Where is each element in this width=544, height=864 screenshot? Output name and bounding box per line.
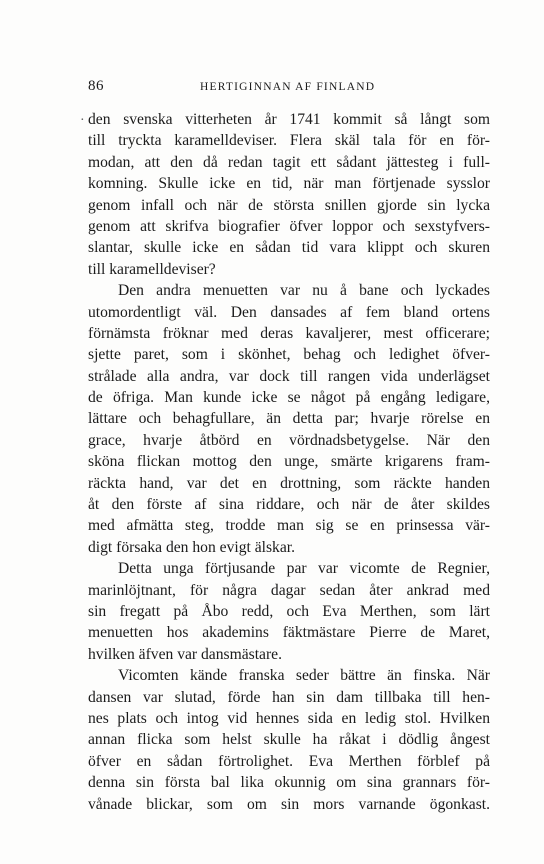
text-line: åt den förste af sina riddare, och när de åter skildes [88, 496, 490, 514]
text-line: den svenska vitterheten år 1741 kommit så långt som [88, 111, 490, 128]
text-line: denna sin första bal lika okunnig om sina grannars för- [88, 774, 490, 792]
text-line: genom att skrifva biografier öfver loppor och sexstyfvers- [88, 217, 490, 235]
text-line: sköna flickan mottog den unge, smärte krigarens fram- [88, 453, 490, 471]
text-line: Den andra menuetten var nu å bane och lyckades [118, 282, 490, 300]
text-line: digt försaka den hon evigt älskar. [88, 538, 295, 556]
text-line: vånade blickar, som om sin mors varnande ögonkast. [88, 795, 490, 813]
text-line: lättare och behagfullare, än detta par; hvarje rörelse en [88, 410, 490, 428]
text-line: de öfriga. Man kunde icke se något på engång ledigare, [88, 389, 490, 407]
text-line: slantar, skulle icke en sådan tid vara klippt och skuren [88, 239, 490, 257]
text-line: dansen var slutad, förde han sin dam tillbaka till hen- [88, 688, 490, 706]
text-line: marinlöjtnant, för några dagar sedan åter ankrad med [88, 581, 490, 599]
text-line: hvilken äfven var dansmästare. [88, 645, 282, 663]
text-line: öfver en sådan förtrolighet. Eva Merthen förblef på [88, 752, 490, 770]
text-line: Vicomten kände franska seder bättre än finska. När [118, 667, 490, 685]
text-line: utomordentligt väl. Den dansades af fem bland ortens [88, 303, 490, 321]
text-line: grace, hvarje åtbörd en vördnadsbetygelse. När den [88, 431, 490, 449]
margin-dot: · [80, 113, 85, 128]
text-line: komning. Skulle icke en tid, när man förtjenade sysslor [88, 175, 490, 193]
text-line: med afmätta steg, trodde man sig se en prinsessa vär- [88, 517, 490, 535]
page-header [88, 78, 490, 98]
text-line: annan flicka som helst skulle ha råkat i dödlig ångest [88, 731, 490, 749]
text-line: nes plats och intog vid hennes sida en ledig stol. Hvilken [88, 709, 490, 727]
text-line: sjette paret, som i skönhet, behag och ledighet öfver- [88, 346, 490, 364]
text-line: räckta hand, var det en drottning, som räckte handen [88, 474, 490, 492]
running-title: HERTIGINNAN AF FINLAND [200, 81, 376, 93]
body-text [88, 109, 490, 815]
text-line: till karamelldeviser? [88, 260, 216, 278]
text-line: förnämsta fröknar med deras kavaljerer, mest officerare; [88, 324, 490, 342]
text-line: menuetten hos akademins fäktmästare Pierre de Maret, [88, 624, 490, 642]
page-number: 86 [88, 78, 104, 94]
text-line: sin fregatt på Åbo redd, och Eva Merthen, som lärt [88, 602, 490, 620]
text-line: modan, att den då redan tagit ett sådant jättesteg i full- [88, 153, 490, 171]
text-line: strålade alla andra, var dock till rangen vida underlägset [88, 367, 490, 385]
text-line: till tryckta karamelldeviser. Flera skäl tala för en för- [88, 132, 490, 150]
text-line: genom infall och när de största snillen gjorde sin lycka [88, 196, 490, 214]
text-line: Detta unga förtjusande par var vicomte de Regnier, [118, 560, 490, 578]
